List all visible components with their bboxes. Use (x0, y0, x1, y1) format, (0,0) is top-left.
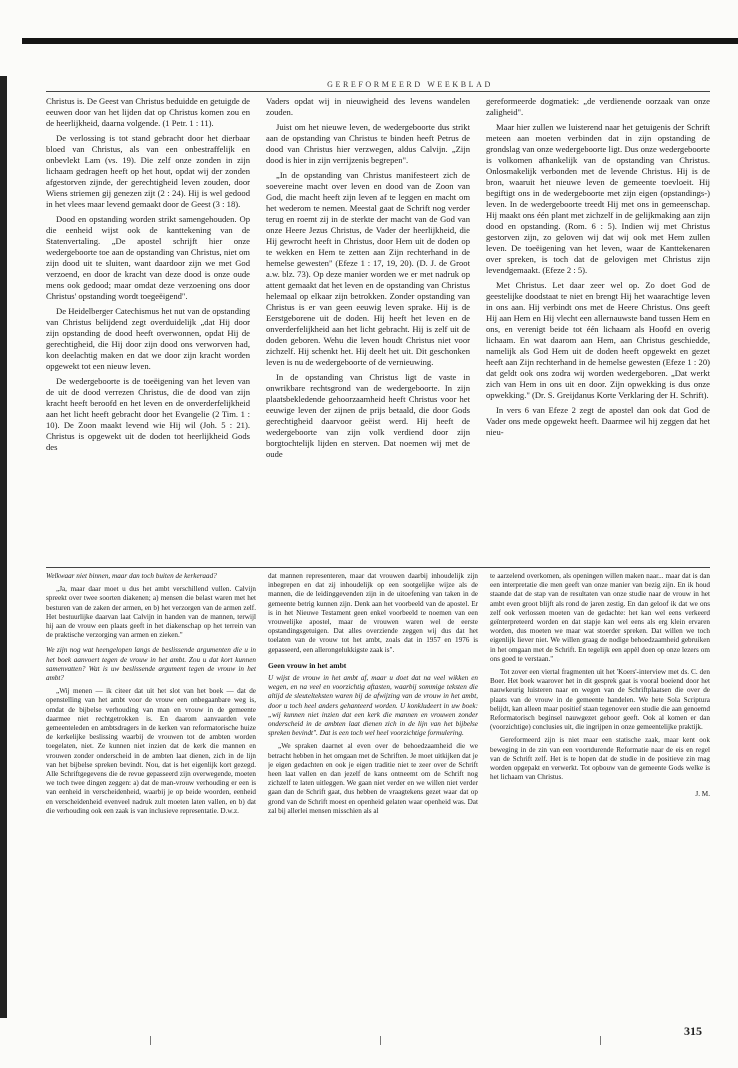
paragraph: Tot zover een viertal fragmenten uit het 'Koers'-interview met ds. C. den Boer. Het boek waarover het in dit gesprek gaat is vooral boeiend door het nauwkeurig luisteren naar en wegen van de Schriftplaatsen die over de plaats van de vrouw in de gemeente handelen. We hete Sola Scriptura belijdt, kan alleen maar positief staan tegenover een studie die aan genoemd Reformatorisch beginsel nauwgezet gehoor geeft. Ook al komen er dan (voorzichtige) conclusies uit, die ingrijpen in onze gemeentelijke praktijk. (490, 668, 710, 732)
paragraph: De wedergeboorte is de toeëigening van het leven van de uit de dood verrezen Christus, die de dood van zijn kracht heeft beroofd en het leven en de onverderfelijkheid aan het licht heeft gebracht door het Evangelie (2 Tim. 1 : 10). De Zoon maakt levend wie Hij wil (Joh. 5 : 21). Christus is opgewekt uit de doden tot heerlijkheid Gods des (46, 376, 250, 452)
section-subheading: Geen vrouw in het ambt (268, 660, 347, 670)
interview-answer: „Ja, maar daar moet u dus het ambt verschillend vullen. Calvijn spreekt over twee soorten diakenen; a) mensen die belast waren met het besturen van de zaken der armen, en b) het verzorgen van de armen zelf. Het bestuurlijke daarvan laat Calvijn in handen van de mannen, terwijl hij aan de vrouw een plaats geeft in het diakenschap op het terrein van de praktische verzorging van armen en zieken." (46, 585, 256, 640)
crop-mark (380, 1036, 381, 1045)
paragraph: Dood en opstanding worden strikt samengehouden. Op die eenheid wijst ook de kanttekening van de Statenvertaling. „De apostel schrijft hier onze wedergeboorte toe aan de opstanding van Christus, niet om zijn dood uit te sluiten, want daardoor zijn we met God verzoend, en door de kracht van deze dood is onze oude mens ook gedood; maar omdat deze verzoening ons door Christus' opstanding wordt toegeëigend". (46, 214, 250, 301)
binding-edge (0, 76, 7, 1018)
paragraph: In de opstanding van Christus ligt de vaste in onwrikbare rechtsgrond van de wedergeboorte. In zijn plaatsbekledende gehoorzaamheid heeft Christus voor het eeuwige leven der zijnen de prijs betaald, die door Gods gerechtigheid daarvoor geëist werd. Hij heeft de wedergeboorte van zijn volk verdiend door zijn borgtochtelijk lijden en sterven. Dat noemen wij met de oude (266, 372, 470, 459)
paragraph: Christus is. De Geest van Christus beduidde en getuigde de eeuwen door van het lijden dat op Christus komen zou en de heerlijkheid, daarna volgende. (1 Petr. 1 : 11). (46, 96, 250, 128)
interview-question: U wijst de vrouw in het ambt af, maar u doet dat na veel wikken en wegen, en na veel en voorzichtig aftasten, waarbij sommige teksten die altijd de sleutelteksten waren bij de afwijzing van de vrouw in het ambt, door u toch heel anders gehanteerd worden. U konkludeert in uw boek: „wij kunnen niet inzien dat een kerk die mannen en vrouwen zonder onderscheid in de ambten laat dienen zich in de lijn van het bijbelse spreken bevindt". Dat is een toch wel heel voorzichtige formulering. (268, 674, 478, 738)
paragraph: De verlossing is tot stand gebracht door het dierbaar bloed van Christus, als van een onbestraffelijk en onbevlekt Lam (vs. 19). Die zelf onze zonden in zijn lichaam gedragen heeft op het hout, opdat wij der zonden afgestorven zijnde, der gerechtigheid leven zouden, door Wiens striemen gij genezen zijt (2 : 24). Hij is wel gedood in het vlees maar levend gemaakt door de Geest (3 : 18). (46, 133, 250, 209)
paragraph: In vers 6 van Efeze 2 zegt de apostel dan ook dat God de Vader ons mede opgewekt heeft. Daarmee wil hij zeggen dat het nieu- (486, 405, 710, 437)
crop-mark (150, 1036, 151, 1045)
author-signature: J. M. (695, 790, 710, 799)
paragraph: Maar hier zullen we luisterend naar het getuigenis der Schrift meteen aan moeten verbinden dat in zijn opstanding de grondslag van onze wedergeboorte ligt. Dus onze wedergeboorte is volkomen afhankelijk van de opstanding van Christus. Onlosmakelijk verbonden met de levende Christus. Hij is de bron, waaruit het nieuwe leven de gemeente toevloeit. Hij begiftigt ons in de wedergeboorte met zijn eigen (opstandings-) leven. In de wedergeboorte treedt Hij met ons in gemeenschap. Hij maakt ons één plant met zichzelf in de gelijkmaking aan zijn dood en opstanding. (Rom. 6 : 5). Indien wij met Christus gestorven zijn, zo geloven wij dat wij ook met Hem zullen leven. De toeëigening van het leven, waar de Kanttekenaren over spreken, is toch dat de gelovigen met Christus zijn levendgemaakt. (Efeze 2 : 5). (486, 122, 710, 275)
crop-mark (600, 1036, 601, 1045)
lower-column-3 (490, 572, 710, 1032)
interview-answer: dat mannen representeren, maar dat vrouwen daarbij inhoudelijk zijn inbegrepen en dat zij inhoudelijk op een sootgelijke wijze als de mannen, die de leidinggevenden zijn in de uitoefening van taken in de gemeente betrig kunnen zijn. Denk aan het voorbeeld van de apostel. Er is in het Nieuwe Testament geen enkel voorbeeld te noemen van een vrouwelijke apostel, maar de vrouwen waren wel de eerste opstandingsgetuigen. Dat alles overziende zeggen wij dus dat het toelaten van de vrouw tot het ambt, zoals dat in 1957 en 1976 is gepasseerd, een allerongelukkigste zaak is". (268, 572, 478, 654)
paragraph: Vaders opdat wij in nieuwigheid des levens wandelen zouden. (266, 96, 470, 117)
running-header: GEREFORMEERD WEEKBLAD (327, 80, 493, 89)
page-number: 315 (684, 1024, 702, 1038)
upper-column-1 (46, 96, 250, 564)
lower-column-2 (268, 572, 478, 1032)
interview-question: Welkwaar niet binnen, maar dan toch buiten de kerkeraad? (46, 572, 217, 580)
paragraph: gereformeerde dogmatiek: „de verdienende oorzaak van onze zaligheid". (486, 96, 710, 117)
interview-answer: „Wij menen — ik citeer dat uit het slot van het boek — dat de openstelling van het ambt voor de vrouw een onbegaanbare weg is, omdat de bijbelse verhouding van man en vrouw in de gemeente daarmee niet rechtgetrokken is. En daarom aanvaarden vele gemeenteleden en ambtsdragers in de kerken van reformatorische huize de kerkelijke beslissing waarbij de vrouwen tot de ambten worden toegelaten, niet. Ze kunnen niet inzien dat de kerk die mannen en vrouwen zonder onderscheid in de ambten laat dienen, zich in de lijn van het bijbelse spreken bevindt. Nou, dat is het eigenlijk kort gezegd. Alle Schriftgegevens die de revue gepasseerd zijn overwegende, moeten we toch twee dingen zeggen: a) dat de man-vrouw verhouding er een is van eenheid in verscheidenheid, waarbij je op beide woorden, eenheid en verscheidenheid evenveel nadruk zult moeten laten vallen, en b) dat die verhouding ook een zaak is van inclusieve representatie. D.w.z. (46, 687, 256, 815)
top-rule (22, 38, 738, 44)
interview-answer: te aarzelend overkomen, als openingen willen maken naar... maar dat is dan een interpretatie die men geeft van onze manier van bezig zijn. En ik houd staande dat de stap van de resultaten van onze studie naar de vrouw in het ambt even groot blijft als rond de jaren zestig. En dan geloof ik dat we ons zelf ook verlossen moeten van de gedachte: het kan wel eens verkeerd geïnterpreteerd worden en dat stapje kan wel eens als erg klein ervaren worden, dus moeten we maar wat stoerder spreken. Dat willen we toch eigenlijk liever niet. We willen graag de nodige behoedzaamheid gebruiken in het omgaan met de Schrift. En tegelijk een appèl doen op onze lezers om ons goed te verstaan." (490, 572, 710, 663)
upper-column-3 (486, 96, 710, 564)
paragraph: Gereformeerd zijn is niet maar een statische zaak, maar kent ook beweging in de zin van een voortdurende Reformatie naar de eis en regel van de Schrift zelf. Het is te hopen dat de studie in de positieve zin mag worden opgepakt en verwerkt. Tot opbouw van de gemeente Gods welke is het lichaam van Christus. (490, 736, 710, 782)
paragraph: Juist om het nieuwe leven, de wedergeboorte dus strikt aan de opstanding van Christus te binden heeft Petrus de dood van Christus hier verzwegen, aldus Calvijn. „Zijn dood is hier in zijn verrijzenis begrepen". (266, 122, 470, 165)
section-rule (46, 567, 710, 568)
paragraph: Met Christus. Let daar zeer wel op. Zo doet God de geestelijke doodstaat te niet en brengt Hij het waarachtige leven in ons aan. Hij verbindt ons met de Heere Christus. Ons geeft Hij aan Hem en Hij vlecht een allernauwste band tussen Hem en ons, en verenigt beide tot één lichaam als Hoofd en overig lichaam. En wat daarom aan Hem, aan Christus geschiedde, namelijk als God Hem uit de doden heeft opgewekt en gezet heeft aan Zijn rechterhand in de hemelse gewesten (Efeze 1 : 20) dat geldt ook ons zodra wij worden wedergeboren. „Dat werkt zich van Hem in ons uit en door. Zijn opwekking is dus onze opwekking." (Dr. S. Greijdanus Korte Verklaring der H. Schrift). (486, 280, 710, 400)
paragraph: De Heidelberger Catechismus het nut van de opstanding van Christus belijdend zegt overduidelijk „dat Hij door zijn opstanding de dood heeft overwonnen, opdat Hij de gerechtigheid, die Hij door zijn dood ons verworven had, kon deelachtig maken en dat we door zijn kracht worden opgewekt tot een nieuw leven. (46, 306, 250, 371)
lower-column-1 (46, 572, 256, 1032)
paragraph: „In de opstanding van Christus manifesteert zich de soevereine macht over leven en dood van de Zoon van God, die macht heeft zijn leven af te leggen en macht om het wederom te nemen. Meestal gaat de Schrift nog verder terug en roemt zij in de sterkte der macht van de God van onze Heere Jezus Christus, de Vader der heerlijkheid, die Hij gewrocht heeft in Christus, door Hem uit de doden op te wekken en Hem te zetten aan Zijn rechterhand in de hemelse gewesten" (Efeze 1 : 17, 19, 20). (D. J. de Groot a.w. blz. 73). Op deze manier worden we er met nadruk op attent gemaakt dat het leven en de opstanding van Christus helemaal op elkaar zijn betrokken. Zonder opstanding van Christus is er van geen eeuwig leven sprake. Hij is de Eerstgeborene uit de doden. Hij heeft het leven en de onverderfelijkheid aan het licht gebracht. Hij is zelf uit de doden geboren. Wehu die leven houdt Christus niet voor zichzelf. Hij schenkt het. Hij deelt het uit. Dit geschonken leven is nu de wedergeboorte of de vernieuwing. (266, 170, 470, 367)
header-rule (46, 91, 710, 92)
interview-question: We zijn nog wat heengelopen langs de beslissende argumenten die u in het boek aanvoert tegen de vrouw in het ambt. Zou u dat kort kunnen samenvatten? Wat is uw beslissende argument tegen de vrouw in het ambt? (46, 646, 256, 683)
upper-column-2 (266, 96, 470, 564)
interview-answer: „We spraken daarnet al even over de behoedzaamheid die we betracht hebben in het omgaan met de Schriften. Je moet uitkijken dat je je eigen gedachten en ook je eigen traditie niet te zeer over de Schrift heen laat vallen en dan jezelf de kans ontneemt om de Schrift nog zichzelf te laten uitleggen. We gaan niet verder en we willen niet verder gaan dan de Schrift gaat, dus hebben de vraagtekens gezet waar dat op grond van de Schrift moest en openheid gelaten waar openheid was. Dat zal bij allerlei mensen misschien als al (268, 742, 478, 815)
